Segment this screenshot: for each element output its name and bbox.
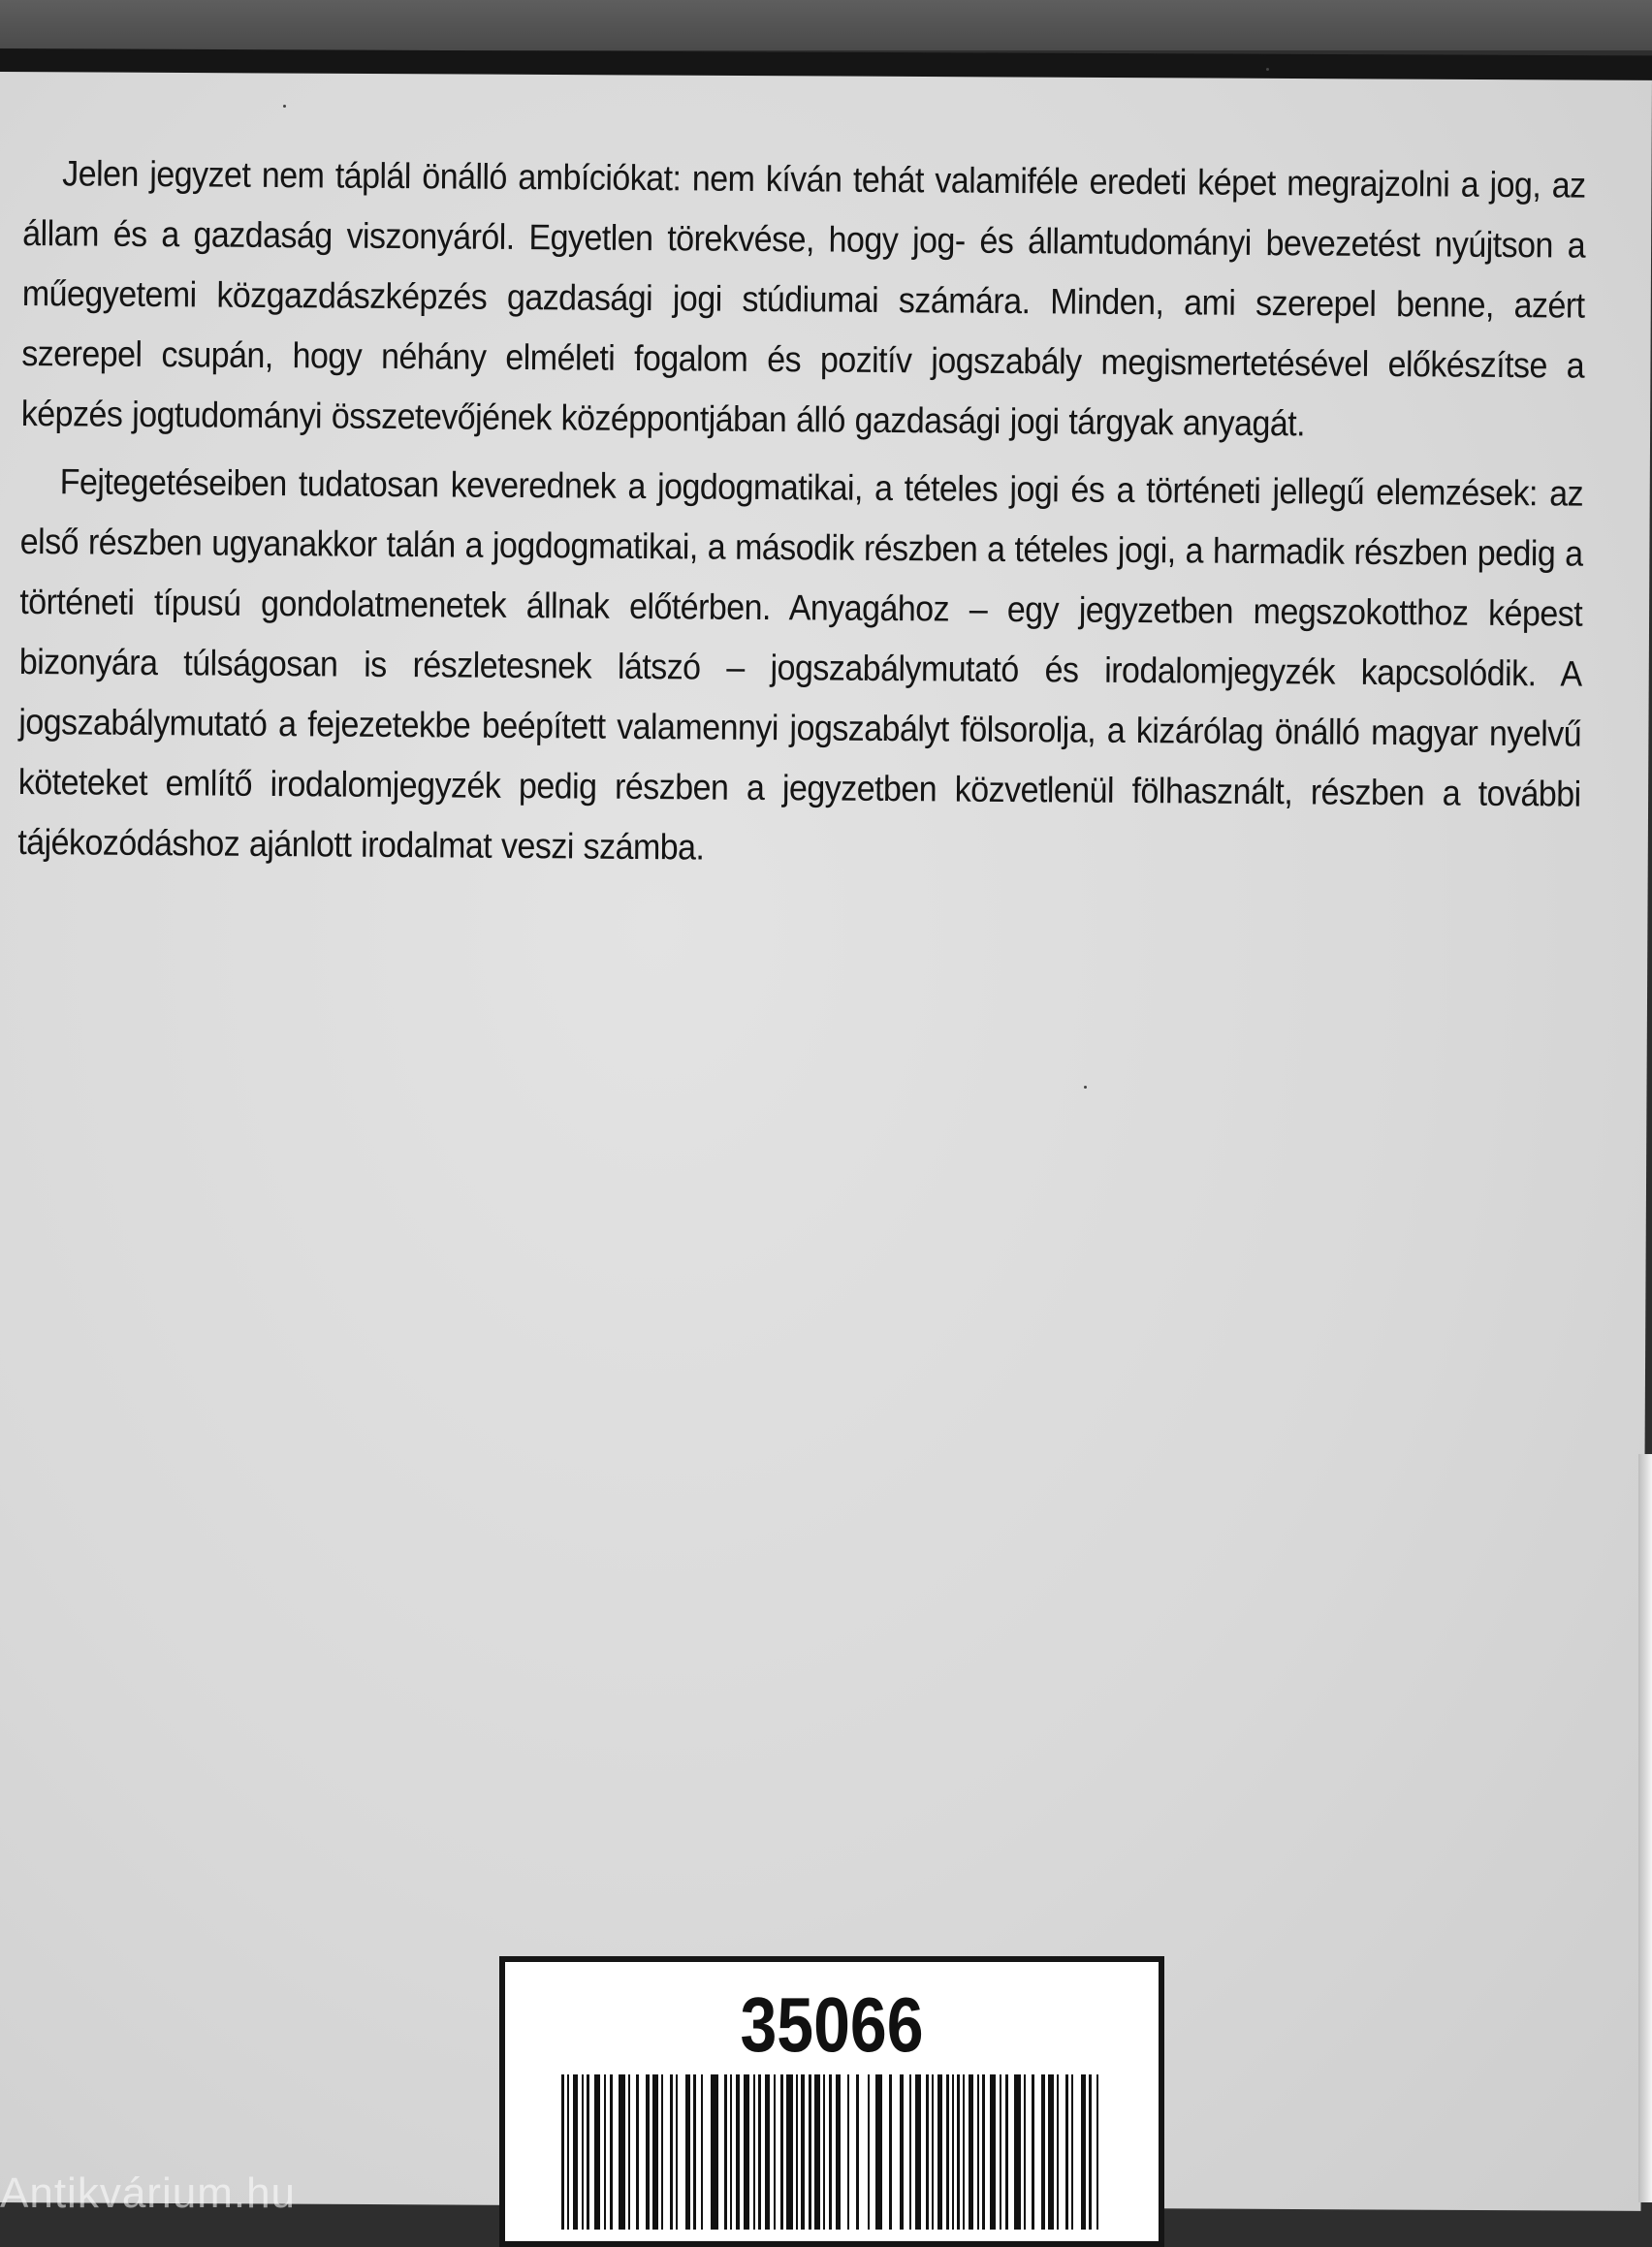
barcode-bar [856, 2074, 859, 2230]
dust-speck [1266, 68, 1269, 71]
barcode-bar [676, 2074, 678, 2230]
barcode-bar [1048, 2074, 1054, 2230]
barcode-bar [957, 2074, 960, 2230]
barcode-bar [1000, 2074, 1001, 2230]
dust-speck [1084, 1086, 1087, 1089]
barcode-bar [982, 2074, 985, 2230]
barcode-bar [969, 2074, 973, 2230]
barcode-bar [829, 2074, 832, 2230]
barcode-bar [1065, 2074, 1068, 2230]
barcode-bar [1071, 2074, 1073, 2230]
barcode-bar [610, 2074, 613, 2230]
barcode-bar [652, 2074, 658, 2230]
barcode-bar [1032, 2074, 1034, 2230]
barcode-bar [573, 2074, 578, 2230]
barcode-bar [889, 2074, 892, 2230]
barcode-bars [561, 2074, 1104, 2230]
barcode-bar [952, 2074, 954, 2230]
barcode-bar [646, 2074, 650, 2230]
barcode-bar [847, 2074, 849, 2230]
blurb-paragraph-2: Fejtegetéseiben tudatosan keverednek a jogdogmatikai, a tételes jogi és a történeti jellegű elemzések: az első részben ugyanakkor talán a jogdogmatikai, a második részben a tételes jogi, a harmadik részben pedig a történeti típusú gondolatmenetek állnak előtérben. Anyagához – egy jegyzetben megszokotthoz képest bizonyára túlságosan is részletesnek látszó – jogszabálymutató és irodalomjegyzék kapcsolódik. A jogszabálymutató a fejezetekbe beépített valamennyi jogszabályt fölsorolja, a kizárólag önálló magyar nyelvű köteteket említő irodalomjegyzék pedig részben a jegyzetben közvetlenül fölhasznált, részben a további tájékozódáshoz ajánlott irodalmat veszi számba. [17, 461, 1584, 868]
barcode-bar [736, 2074, 740, 2230]
barcode-bar [909, 2074, 911, 2230]
barcode-bar [744, 2074, 749, 2230]
barcode-bar [915, 2074, 921, 2230]
barcode-bar [1041, 2074, 1045, 2230]
barcode-bar [963, 2074, 965, 2230]
barcode-bar [693, 2074, 696, 2230]
barcode-bar [724, 2074, 727, 2230]
barcode-bar [628, 2074, 630, 2230]
barcode-bar [1096, 2074, 1098, 2230]
barcode-bar [594, 2074, 600, 2230]
barcode-bar [836, 2074, 841, 2230]
barcode-bar [1005, 2074, 1008, 2230]
barcode-bar [561, 2074, 564, 2230]
barcode-bar [1089, 2074, 1092, 2230]
barcode-bar [685, 2074, 690, 2230]
barcode-bar [900, 2074, 904, 2230]
blurb-paragraph-1: Jelen jegyzet nem táplál önálló ambíciókat: nem kíván tehát valamiféle eredeti képet megrajzolni a jog, az állam és a gazdaság viszonyáról. Egyetlen törekvése, hogy jog- és államtudományi bevezetést nyújtson a műegyetemi közgazdászképzés gazdasági jogi stúdiumai számára. Minden, ami szerepel benne, azért szerepel csupán, hogy néhány elméleti fogalom és pozitív jogszabály megismertetésével előkészítse a képzés jogtudományi összetevőjének középpontjában álló gazdasági jogi tárgyak anyagát. [20, 153, 1586, 444]
barcode-bar [990, 2074, 996, 2230]
barcode-bar [796, 2074, 798, 2230]
barcode-bar [636, 2074, 639, 2230]
barcode-bar [774, 2074, 776, 2230]
barcode-bar [937, 2074, 942, 2230]
barcode-bar [753, 2074, 755, 2230]
dust-speck [283, 105, 286, 108]
barcode-bar [587, 2074, 589, 2230]
barcode-label [499, 1956, 1164, 2247]
barcode-bar [604, 2074, 606, 2230]
barcode-bar [567, 2074, 569, 2230]
watermark-text: Antikvárium.hu [0, 2169, 297, 2217]
barcode-bar [1014, 2074, 1021, 2230]
barcode-bar [875, 2074, 882, 2230]
background-shadow [0, 0, 1652, 50]
barcode-bar [1024, 2074, 1026, 2230]
barcode-bar [823, 2074, 825, 2230]
barcode-bar [758, 2074, 761, 2230]
barcode-bar [1057, 2074, 1059, 2230]
barcode-bar [765, 2074, 770, 2230]
barcode-bar [619, 2074, 625, 2230]
barcode-bar [670, 2074, 673, 2230]
barcode-bar [701, 2074, 703, 2230]
blurb-text [17, 143, 1586, 893]
barcode-bar [730, 2074, 732, 2230]
barcode-bar [932, 2074, 934, 2230]
barcode-bar [711, 2074, 718, 2230]
barcode-bar [814, 2074, 820, 2230]
cover-right-edge [1638, 1454, 1652, 2202]
barcode-bar [1081, 2074, 1086, 2230]
barcode-bar [977, 2074, 979, 2230]
barcode-bar [809, 2074, 811, 2230]
barcode-bar [786, 2074, 793, 2230]
barcode-bar [661, 2074, 663, 2230]
barcode-number: 35066 [740, 1981, 924, 2068]
barcode-bar [582, 2074, 584, 2230]
barcode-bar [780, 2074, 783, 2230]
barcode-bar [868, 2074, 870, 2230]
barcode-bar [801, 2074, 805, 2230]
barcode-bar [926, 2074, 929, 2230]
barcode-bar [946, 2074, 949, 2230]
